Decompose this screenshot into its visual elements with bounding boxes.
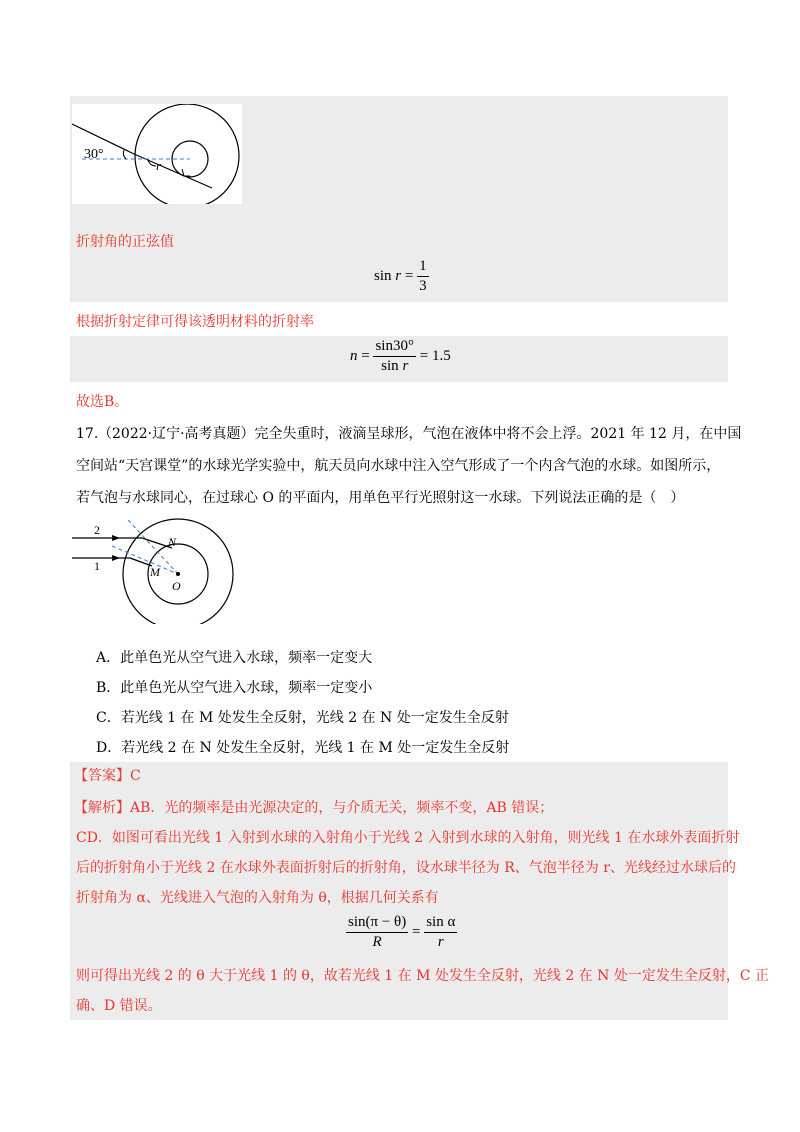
- refraction-diagram: [72, 104, 242, 204]
- eq1-fraction: [417, 258, 429, 295]
- conclusion-text: 故选B。: [76, 394, 129, 410]
- eq2-equals: =: [361, 347, 370, 364]
- point-M-label: M: [150, 565, 160, 579]
- ray-2-arrow-icon: [112, 535, 120, 541]
- option-d[interactable]: [96, 738, 509, 758]
- option-b[interactable]: [96, 678, 372, 698]
- analysis-equation: [346, 914, 457, 951]
- eq1-denominator: 3: [419, 278, 427, 294]
- option-c[interactable]: [96, 708, 509, 728]
- ray-1-label: 1: [94, 559, 100, 573]
- eq2-n: n: [350, 347, 358, 364]
- eq3-right-numerator: sin α: [424, 914, 457, 933]
- eq3-right-denominator: r: [437, 934, 444, 950]
- eq2-denominator: sin r: [381, 358, 409, 374]
- option-d-text: 若光线 2 在 N 处发生全反射，光线 1 在 M 处一定发生全反射: [121, 740, 510, 756]
- answer-value: C: [130, 768, 141, 784]
- option-b-letter: B．: [96, 680, 121, 696]
- analysis-line-2: CD．如图可看出光线 1 入射到水球的入射角小于光线 2 入射到水球的入射角，则光线 1 在水球外表面折射: [76, 830, 740, 846]
- water-ball-diagram: [72, 518, 248, 624]
- point-N-label: N: [168, 535, 177, 549]
- eq2-result: = 1.5: [419, 347, 451, 364]
- eq3-left-numerator: sin(π − θ): [346, 914, 408, 933]
- option-c-letter: C．: [96, 710, 121, 726]
- eq1-sin: sin: [374, 267, 392, 284]
- sine-intro-text: 折射角的正弦值: [76, 234, 174, 250]
- eq3-left-fraction: [346, 914, 408, 951]
- center-point-O: [176, 572, 180, 576]
- equation-refractive-index: [350, 338, 451, 375]
- eq2-numerator: sin30°: [373, 338, 416, 357]
- analysis-line-6: 确、D 错误。: [76, 998, 162, 1014]
- option-a[interactable]: [96, 648, 372, 668]
- eq1-equals: =: [404, 267, 414, 284]
- answer-tag: 【答案】: [74, 768, 130, 784]
- option-a-letter: A．: [96, 650, 121, 666]
- eq3-right-fraction: [424, 914, 457, 951]
- analysis-line-3: 后的折射角小于光线 2 在水球外表面折射后的折射角，设水球半径为 R、气泡半径为 r、光线经过水球后的: [76, 860, 736, 876]
- angle-label-30: 30°: [84, 147, 104, 162]
- equation-sine-r: [374, 258, 429, 295]
- analysis-line-1: [74, 798, 553, 818]
- answer-line: [74, 766, 141, 786]
- eq3-equals: =: [411, 923, 421, 940]
- analysis-line-1-text: AB．光的频率是由光源决定的，与介质无关，频率不变，AB 错误；: [130, 800, 554, 816]
- question-17-line-1: （2022·辽宁·高考真题）完全失重时，液滴呈球形，气泡在液体中将不会上浮。2021 年 12 月，在中国: [98, 426, 742, 442]
- water-ball-outer: [123, 519, 233, 624]
- ray-2-label: 2: [94, 523, 100, 537]
- analysis-line-5: 则可得出光线 2 的 θ 大于光线 1 的 θ，故若光线 1 在 M 处发生全反射，光线 2 在 N 处一定发生全反射，C 正: [76, 968, 769, 984]
- question-17-number: 17.: [76, 426, 99, 442]
- question-17-line-2: 空间站“天宫课堂”的水球光学实验中，航天员向水球中注入空气形成了一个内含气泡的水球。如图所示，: [76, 458, 721, 474]
- option-a-text: 此单色光从空气进入水球，频率一定变大: [120, 650, 373, 666]
- eq2-fraction: [373, 338, 416, 375]
- eq1-numerator: 1: [417, 258, 429, 277]
- angle-label-r: r: [156, 158, 162, 173]
- normal-line-1: [112, 546, 178, 574]
- eq3-left-denominator: R: [372, 934, 382, 950]
- analysis-tag: 【解析】: [74, 800, 130, 816]
- option-c-text: 若光线 1 在 M 处发生全反射，光线 2 在 N 处一定发生全反射: [120, 710, 509, 726]
- question-17-line-3: 若气泡与水球同心，在过球心 O 的平面内，用单色平行光照射这一水球。下列说法正确的是（ ）: [76, 490, 685, 506]
- eq1-var: r: [395, 267, 402, 284]
- option-d-letter: D．: [96, 740, 122, 756]
- refraction-law-text: 根据折射定律可得该透明材料的折射率: [76, 314, 314, 330]
- light-ray-1-refracted: [130, 558, 152, 566]
- ray-1-arrow-icon: [112, 555, 120, 561]
- point-O-label: O: [172, 579, 181, 593]
- option-b-text: 此单色光从空气进入水球，频率一定变小: [120, 680, 373, 696]
- analysis-line-4: 折射角为 α、光线进入气泡的入射角为 θ，根据几何关系有: [76, 890, 439, 906]
